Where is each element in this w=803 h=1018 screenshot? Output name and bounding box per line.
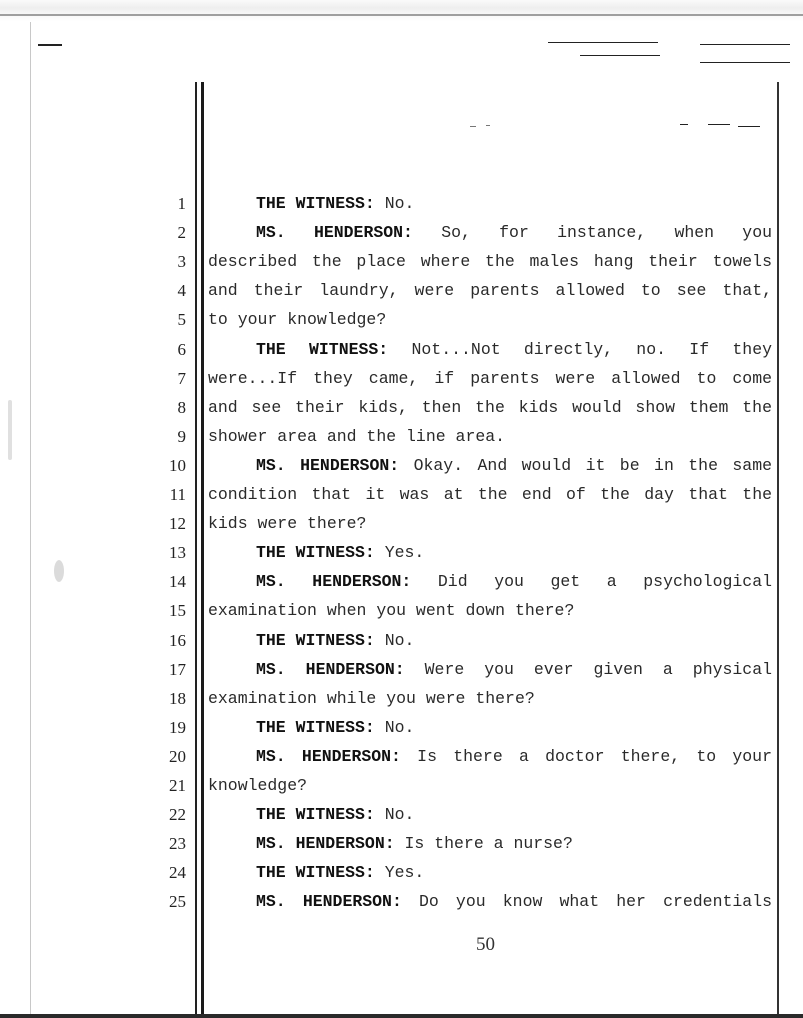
speaker-label: THE WITNESS:: [256, 631, 375, 650]
line-number: 7: [177, 369, 186, 388]
transcript-line: [208, 834, 772, 853]
line-number: 6: [177, 340, 186, 359]
scan-mark: [680, 124, 688, 125]
line-text: No.: [374, 194, 415, 213]
transcript-line: [208, 340, 772, 359]
line-number: 15: [169, 601, 186, 620]
speaker-label: THE WITNESS:: [256, 805, 375, 824]
transcript-line: [208, 514, 772, 533]
speaker-label: MS. HENDERSON:: [256, 747, 401, 766]
transcript-line: [208, 485, 772, 504]
transcript-line: [208, 892, 772, 911]
line-number: 10: [169, 456, 186, 475]
scan-speck: [8, 400, 12, 460]
transcript-line: [208, 747, 772, 766]
scan-top-noise: [0, 0, 803, 22]
line-text: Did you get a psychological: [411, 572, 772, 591]
transcript-line: [208, 601, 772, 620]
transcript-line: [208, 310, 772, 329]
scan-mark: [486, 125, 490, 126]
margin-rule: [195, 82, 197, 1018]
scan-speck: [54, 560, 64, 582]
line-text: Not...Not directly, no. If they: [388, 340, 772, 359]
transcript-line: [208, 863, 772, 882]
line-text: examination while you were there?: [208, 689, 535, 708]
transcript-line: [208, 194, 772, 213]
speaker-label: THE WITNESS:: [256, 194, 375, 213]
line-number: 24: [169, 863, 186, 882]
page-number: 50: [476, 934, 495, 955]
page-left-edge: [30, 22, 31, 1018]
line-number: 11: [169, 485, 186, 504]
line-number: 22: [169, 805, 186, 824]
speaker-label: THE WITNESS:: [256, 543, 375, 562]
line-number: 13: [169, 543, 186, 562]
line-number: 16: [169, 631, 186, 650]
transcript-line: [208, 543, 772, 562]
line-text: Okay. And would it be in the same: [399, 456, 772, 475]
transcript-line: [208, 718, 772, 737]
transcript-line: [208, 572, 772, 591]
scan-mark: [700, 62, 790, 63]
speaker-label: MS. HENDERSON:: [256, 223, 413, 242]
line-text: Were you ever given a physical: [404, 660, 772, 679]
line-text: No.: [374, 631, 415, 650]
scan-mark: [700, 44, 790, 45]
line-number: 9: [177, 427, 186, 446]
right-margin-rule: [777, 82, 779, 1018]
speaker-label: MS. HENDERSON:: [256, 660, 405, 679]
line-text: Yes.: [374, 543, 425, 562]
line-number: 2: [177, 223, 186, 242]
scan-mark: [38, 44, 62, 46]
line-number: 5: [177, 310, 186, 329]
line-text: Is there a nurse?: [394, 834, 573, 853]
speaker-label: THE WITNESS:: [256, 718, 375, 737]
line-number: 20: [169, 747, 186, 766]
transcript-line: [208, 660, 772, 679]
transcript-line: [208, 281, 772, 300]
speaker-label: MS. HENDERSON:: [256, 834, 395, 853]
line-text: Do you know what her credentials: [401, 892, 772, 911]
line-text: shower area and the line area.: [208, 427, 506, 446]
line-text: No.: [374, 718, 415, 737]
line-text: and their laundry, were parents allowed to see that,: [208, 281, 772, 300]
transcript-line: [208, 369, 772, 388]
scan-mark: [738, 126, 760, 127]
line-text: So, for instance, when you: [412, 223, 772, 242]
speaker-label: THE WITNESS:: [256, 863, 375, 882]
line-text: Is there a doctor there, to your: [400, 747, 772, 766]
line-number: 8: [177, 398, 186, 417]
line-number: 23: [169, 834, 186, 853]
line-text: knowledge?: [208, 776, 308, 795]
transcript-line: [208, 805, 772, 824]
line-text: were...If they came, if parents were allowed to come: [208, 369, 772, 388]
scan-mark: [708, 124, 730, 125]
line-number: 25: [169, 892, 186, 911]
scan-top-rule: [0, 14, 803, 16]
line-number: 17: [169, 660, 186, 679]
line-number: 4: [177, 281, 186, 300]
line-text: examination when you went down there?: [208, 601, 575, 620]
line-text: No.: [374, 805, 415, 824]
line-text: to your knowledge?: [208, 310, 387, 329]
speaker-label: MS. HENDERSON:: [256, 456, 400, 475]
transcript-line: [208, 427, 772, 446]
line-number: 1: [177, 194, 186, 213]
line-text: and see their kids, then the kids would show them the: [208, 398, 772, 417]
scan-mark: [580, 55, 660, 56]
transcript-line: [208, 398, 772, 417]
scan-mark: [470, 126, 476, 127]
line-number: 18: [169, 689, 186, 708]
transcript-line: [208, 223, 772, 242]
line-number: 12: [169, 514, 186, 533]
speaker-label: THE WITNESS:: [256, 340, 389, 359]
transcript-line: [208, 631, 772, 650]
transcript-line: [208, 689, 772, 708]
scan-mark: [548, 42, 658, 43]
line-text: described the place where the males hang their towels: [208, 252, 772, 271]
speaker-label: MS. HENDERSON:: [256, 892, 402, 911]
speaker-label: MS. HENDERSON:: [256, 572, 412, 591]
margin-rule: [201, 82, 204, 1018]
line-number: 19: [169, 718, 186, 737]
transcript-line: [208, 252, 772, 271]
line-text: condition that it was at the end of the day that the: [208, 485, 772, 504]
transcript-line: [208, 456, 772, 475]
line-number: 21: [169, 776, 186, 795]
scan-bottom-rule: [0, 1014, 803, 1018]
line-number: 14: [169, 572, 186, 591]
line-number: 3: [177, 252, 186, 271]
line-text: kids were there?: [208, 514, 367, 533]
line-text: Yes.: [374, 863, 425, 882]
transcript-line: [208, 776, 772, 795]
